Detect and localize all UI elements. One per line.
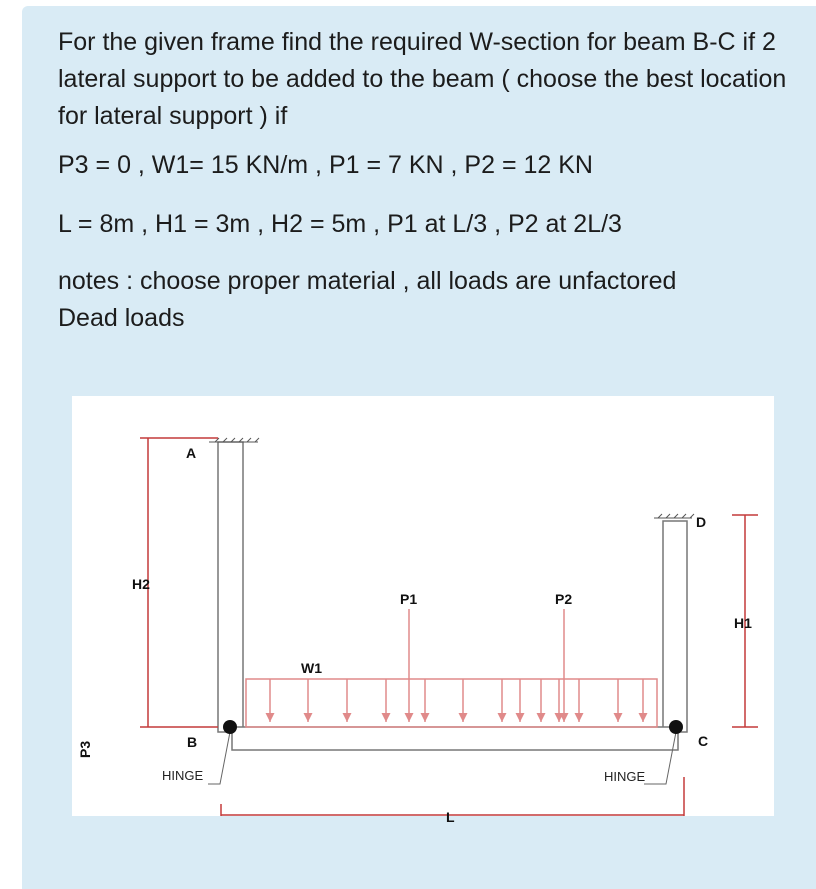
label-d: D [696,514,707,530]
loads-line: P3 = 0 , W1= 15 KN/m , P1 = 7 KN , P2 = 12 KN [58,151,593,179]
label-w1: W1 [301,660,322,676]
distributed-load-arrows [270,679,643,722]
fixed-support-d [654,514,694,518]
geometry-line: L = 8m , H1 = 3m , H2 = 5m , P1 at L/3 , P2 at 2L/3 [58,210,622,238]
label-p1: P1 [400,591,418,607]
column-dc [663,521,687,732]
label-p3: P3 [77,740,93,758]
column-ab [218,442,243,732]
notes-line: notes : choose proper material , all loads are unfactored [58,267,677,295]
label-p2: P2 [555,591,573,607]
label-l: L [446,809,455,825]
hinge-node-b [223,720,237,734]
hinge-left-leader [208,732,230,784]
label-a: A [186,445,197,461]
beam-bc [232,727,678,750]
label-c: C [698,733,709,749]
frame-diagram-svg [72,396,774,825]
label-hinge-left: HINGE [162,768,204,783]
hinge-node-c [669,720,683,734]
frame-diagram [72,396,774,825]
problem-statement [58,24,798,337]
label-h1: H1 [734,615,752,631]
dimension-h2 [140,438,218,727]
problem-intro: For the given frame find the required W-section for beam B-C if 2 lateral support to be added to the beam ( choose the best location for lateral support ) if [58,28,787,130]
notes-line-dead-loads: Dead loads [58,304,185,332]
label-h2: H2 [132,576,150,592]
label-b: B [187,734,198,750]
label-hinge-right: HINGE [604,769,646,784]
